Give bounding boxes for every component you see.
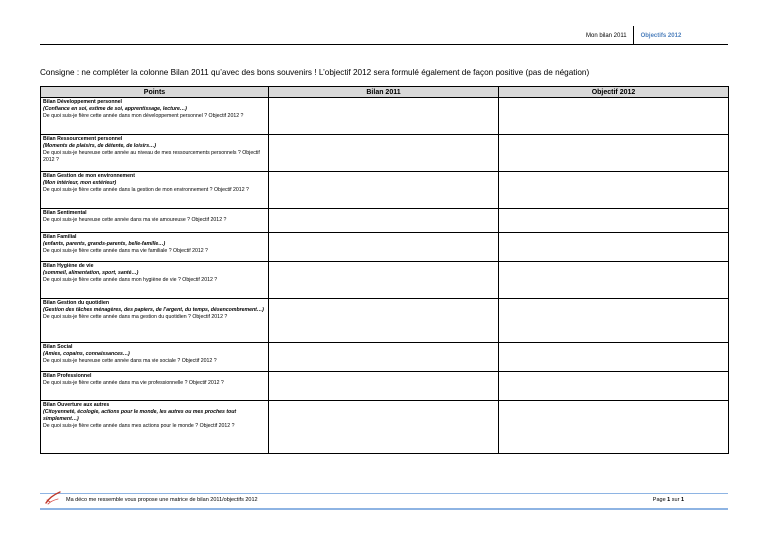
table-row	[41, 262, 729, 299]
row-question: De quoi suis-je fière cette année dans ma gestion du quotidien ? Objectif 2012 ?	[43, 314, 228, 320]
row-question: De quoi suis-je fière cette année dans mon développement personnel ? Objectif 2012 ?	[43, 113, 244, 119]
column-header-bilan: Bilan 2011	[269, 87, 499, 98]
bilan-2011-cell[interactable]	[269, 299, 499, 343]
row-subtitle: (Mon intérieur, mon extérieur)	[43, 180, 117, 186]
row-question: De quoi suis-je fière cette année dans mon hygiène de vie ? Objectif 2012 ?	[43, 277, 218, 283]
objectif-2012-cell[interactable]	[499, 343, 729, 372]
table-row	[41, 299, 729, 343]
bilan-2011-cell[interactable]	[269, 209, 499, 233]
row-subtitle: (enfants, parents, grands-parents, belle-famille…)	[43, 241, 166, 247]
row-title: Bilan Gestion du quotidien	[43, 300, 109, 306]
row-points-cell	[41, 172, 269, 209]
bilan-2011-cell[interactable]	[269, 135, 499, 172]
bilan-2011-cell[interactable]	[269, 233, 499, 262]
row-title: Bilan Familial	[43, 234, 77, 240]
row-points-cell	[41, 233, 269, 262]
row-points-cell	[41, 135, 269, 172]
instruction-text: Consigne : ne compléter la colonne Bilan 2011 qu’avec des bons souvenirs ! L’objectif 2012 sera formulé également de façon positive (pas de négation)	[40, 68, 590, 77]
row-subtitle: (Amies, copains, connaissances…)	[43, 351, 130, 357]
objectif-2012-cell[interactable]	[499, 372, 729, 401]
page-word: Page	[652, 497, 666, 503]
column-header-objectif: Objectif 2012	[499, 87, 729, 98]
header-rule	[40, 44, 728, 45]
row-subtitle: (Moments de plaisirs, de détente, de loisirs…)	[43, 143, 156, 149]
row-question: De quoi suis-je heureuse cette année dans ma vie amoureuse ? Objectif 2012 ?	[43, 217, 227, 223]
bilan-table	[40, 86, 729, 454]
objectif-2012-cell[interactable]	[499, 135, 729, 172]
row-subtitle: (Confiance en soi, estime de soi, apprentissage, lecture…)	[43, 106, 187, 112]
page-total: 1	[680, 497, 684, 503]
row-title: Bilan Développement personnel	[43, 99, 122, 105]
footer-rule-top	[40, 493, 728, 494]
header-right-label: Objectifs 2012	[640, 33, 682, 39]
row-question: De quoi suis-je fière cette année dans mes actions pour le monde ? Objectif 2012 ?	[43, 423, 235, 429]
bilan-2011-cell[interactable]	[269, 98, 499, 135]
row-points-cell	[41, 343, 269, 372]
objectif-2012-cell[interactable]	[499, 233, 729, 262]
table-row	[41, 233, 729, 262]
table-row	[41, 401, 729, 454]
page-of: sur	[671, 497, 680, 503]
bilan-2011-cell[interactable]	[269, 343, 499, 372]
footer-text: Ma déco me ressemble vous propose une matrice de bilan 2011/objectifs 2012	[66, 497, 258, 503]
objectif-2012-cell[interactable]	[499, 98, 729, 135]
table-row	[41, 98, 729, 135]
objectif-2012-cell[interactable]	[499, 262, 729, 299]
row-title: Bilan Ressourcement personnel	[43, 136, 123, 142]
bilan-2011-cell[interactable]	[269, 372, 499, 401]
bilan-2011-cell[interactable]	[269, 262, 499, 299]
row-question: De quoi suis-je fière cette année dans ma vie familiale ? Objectif 2012 ?	[43, 248, 208, 254]
row-title: Bilan Sentimental	[43, 210, 87, 216]
row-title: Bilan Gestion de mon environnement	[43, 173, 135, 179]
column-header-points: Points	[41, 87, 269, 98]
row-subtitle: (Citoyenneté, écologie, actions pour le monde, les autres ou mes proches tout simplement…)	[43, 409, 237, 422]
bilan-2011-cell[interactable]	[269, 401, 499, 454]
row-question: De quoi suis-je heureuse cette année au niveau de mes ressourcements personnels ? Objectif 2012 ?	[43, 150, 260, 163]
table-row	[41, 209, 729, 233]
row-points-cell	[41, 209, 269, 233]
row-title: Bilan Professionnel	[43, 373, 92, 379]
row-title: Bilan Social	[43, 344, 73, 350]
row-subtitle: (Gestion des tâches ménagères, des papiers, de l’argent, du temps, désencombrement…)	[43, 307, 264, 313]
bilan-2011-cell[interactable]	[269, 172, 499, 209]
row-points-cell	[41, 372, 269, 401]
row-points-cell	[41, 299, 269, 343]
objectif-2012-cell[interactable]	[499, 172, 729, 209]
table-header-row	[41, 87, 729, 98]
row-points-cell	[41, 262, 269, 299]
page-number	[653, 497, 684, 504]
footer-rule-bottom	[40, 508, 728, 510]
objectif-2012-cell[interactable]	[499, 401, 729, 454]
row-points-cell	[41, 401, 269, 454]
row-question: De quoi suis-je fière cette année dans la gestion de mon environnement ? Objectif 2012 ?	[43, 187, 249, 193]
row-question: De quoi suis-je fière cette année dans ma vie professionnelle ? Objectif 2012 ?	[43, 380, 224, 386]
page-current: 1	[667, 497, 671, 503]
table-row	[41, 135, 729, 172]
page-header	[586, 26, 681, 44]
table-row	[41, 343, 729, 372]
header-left-label: Mon bilan 2011	[586, 33, 627, 39]
row-points-cell	[41, 98, 269, 135]
table-row	[41, 172, 729, 209]
objectif-2012-cell[interactable]	[499, 299, 729, 343]
row-question: De quoi suis-je heureuse cette année dans ma vie sociale ? Objectif 2012 ?	[43, 358, 217, 364]
row-title: Bilan Hygiène de vie	[43, 263, 94, 269]
row-subtitle: (sommeil, alimentation, sport, santé…)	[43, 270, 139, 276]
table-row	[41, 372, 729, 401]
objectif-2012-cell[interactable]	[499, 209, 729, 233]
brush-logo-icon	[44, 490, 62, 506]
row-title: Bilan Ouverture aux autres	[43, 402, 110, 408]
